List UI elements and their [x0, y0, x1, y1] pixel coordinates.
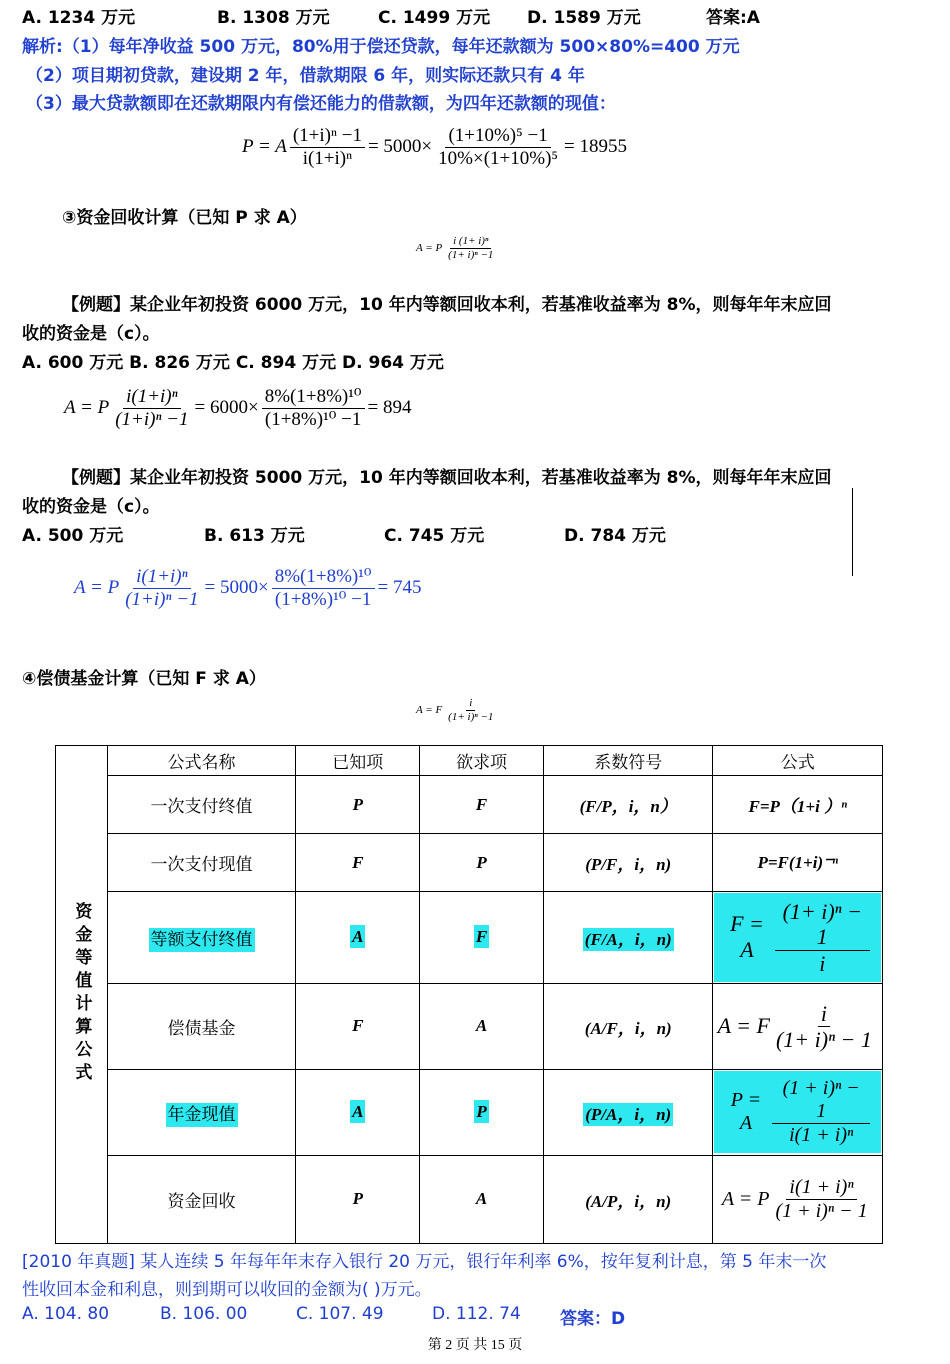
formula-table: [55, 745, 883, 1244]
exam-answer: 答案：D: [560, 1309, 626, 1329]
exam-option-a: A. 104. 80: [22, 1304, 110, 1324]
header-formula: 公式: [713, 746, 883, 776]
example-1-options: A. 600 万元 B. 826 万元 C. 894 万元 D. 964 万元: [22, 353, 444, 373]
exam-option-b: B. 106. 00: [160, 1304, 248, 1324]
page-footer: 第 2 页 共 15 页: [427, 1338, 523, 1353]
option-c: C. 1499 万元: [378, 8, 491, 28]
table-side-label: 资金等值计算公式: [56, 746, 108, 1244]
example-2-option-a: A. 500 万元: [22, 526, 124, 546]
table-row: 偿债基金 F A (A/F，i，n) A = F $\frac{i}{\text{(1+ i)ⁿ − 1}}$: [56, 983, 883, 1069]
equation-present-value: P = A $\frac{\text{(1+i)ⁿ −1}}{\text{i(1+i)ⁿ}}$ = 5000× $\frac{\text{(1+10\%)⁵ −1}}{\text{10\%×(1+10\%)⁵}}$ = 18955: [242, 125, 627, 169]
example-1-equation: A = P $\frac{\text{i(1+i)ⁿ}}{\text{(1+i)ⁿ −1}}$ = 6000× $\frac{\text{8\%(1+8\%)¹⁰}}{\text{(1+8\%)¹⁰ −1}}$ = 894: [64, 386, 412, 430]
section-title-sinking-fund: ④偿债基金计算（已知 F 求 A）: [22, 669, 266, 689]
example-2-equation: A = P $\frac{\text{i(1+i)ⁿ}}{\text{(1+i)ⁿ −1}}$ = 5000× $\frac{\text{8\%(1+8\%)¹⁰}}{\text{(1+8\%)¹⁰ −1}}$ = 745: [74, 566, 422, 610]
header-want: 欲求项: [420, 746, 544, 776]
option-b: B. 1308 万元: [217, 8, 330, 28]
analysis-line-1: 解析:（1）每年净收益 500 万元，80%用于偿还贷款，每年还款额为 500×80%=400 万元: [22, 37, 740, 57]
analysis-line-3: （3）最大贷款额即在还款期限内有偿还能力的借款额，为四年还款额的现值：: [26, 94, 616, 114]
example-2-text-1: 【例题】某企业年初投资 5000 万元，10 年内等额回收本利，若基准收益率为 8%，则每年年末应回: [62, 468, 832, 488]
answer-label: 答案:A: [706, 8, 760, 28]
header-name: 公式名称: [107, 746, 296, 776]
table-row: 一次支付终值 P F (F/P，i，n） F=P（1+i ）ⁿ: [56, 776, 883, 834]
formula-capital-recovery: A = P $\frac{\text{i (1+ i)ⁿ}}{\text{(1+ i)ⁿ −1}}$: [416, 235, 494, 261]
example-1-text-2: 收的资金是（c）。: [22, 324, 160, 344]
section-title-capital-recovery: ③资金回收计算（已知 P 求 A）: [62, 208, 307, 228]
table-row: 等额支付终值 A F (F/A，i，n) F = A $\frac{\text{(1+ i)ⁿ − 1}}{i}$: [56, 892, 883, 984]
exam-option-d: D. 112. 74: [432, 1304, 521, 1324]
example-2-option-b: B. 613 万元: [204, 526, 305, 546]
header-symbol: 系数符号: [544, 746, 713, 776]
exam-question-line-2: 性收回本金和利息，则到期可以收回的金额为( )万元。: [22, 1280, 432, 1300]
formula-sinking-fund: A = F $\frac{i}{\text{(1+ i)ⁿ −1}}$: [416, 697, 494, 723]
example-1-text-1: 【例题】某企业年初投资 6000 万元，10 年内等额回收本利，若基准收益率为 8%，则每年年末应回: [62, 295, 832, 315]
analysis-line-2: （2）项目期初贷款，建设期 2 年，借款期限 6 年，则实际还款只有 4 年: [26, 66, 585, 86]
option-a: A. 1234 万元: [22, 8, 136, 28]
example-2-text-2: 收的资金是（c）。: [22, 497, 160, 517]
table-row: 一次支付现值 F P (P/F，i，n) P=F(1+i)⁻ⁿ: [56, 834, 883, 892]
table-row: 资金回收 P A (A/P，i，n) A = P $\frac{\text{i(1 + i)ⁿ}}{\text{(1 + i)ⁿ − 1}}$: [56, 1155, 883, 1243]
exam-option-c: C. 107. 49: [296, 1304, 384, 1324]
example-2-option-c: C. 745 万元: [384, 526, 485, 546]
example-2-option-d: D. 784 万元: [564, 526, 666, 546]
vertical-rule: [852, 488, 853, 576]
exam-question-line-1: [2010 年真题] 某人连续 5 年每年年末存入银行 20 万元，银行年利率 6%，按年复利计息，第 5 年末一次: [22, 1252, 827, 1272]
option-d: D. 1589 万元: [527, 8, 641, 28]
header-known: 已知项: [296, 746, 420, 776]
table-row: 年金现值 A P (P/A，i，n) P = A $\frac{\text{(1 + i)ⁿ − 1}}{\text{i(1 + i)ⁿ}}$: [56, 1069, 883, 1155]
